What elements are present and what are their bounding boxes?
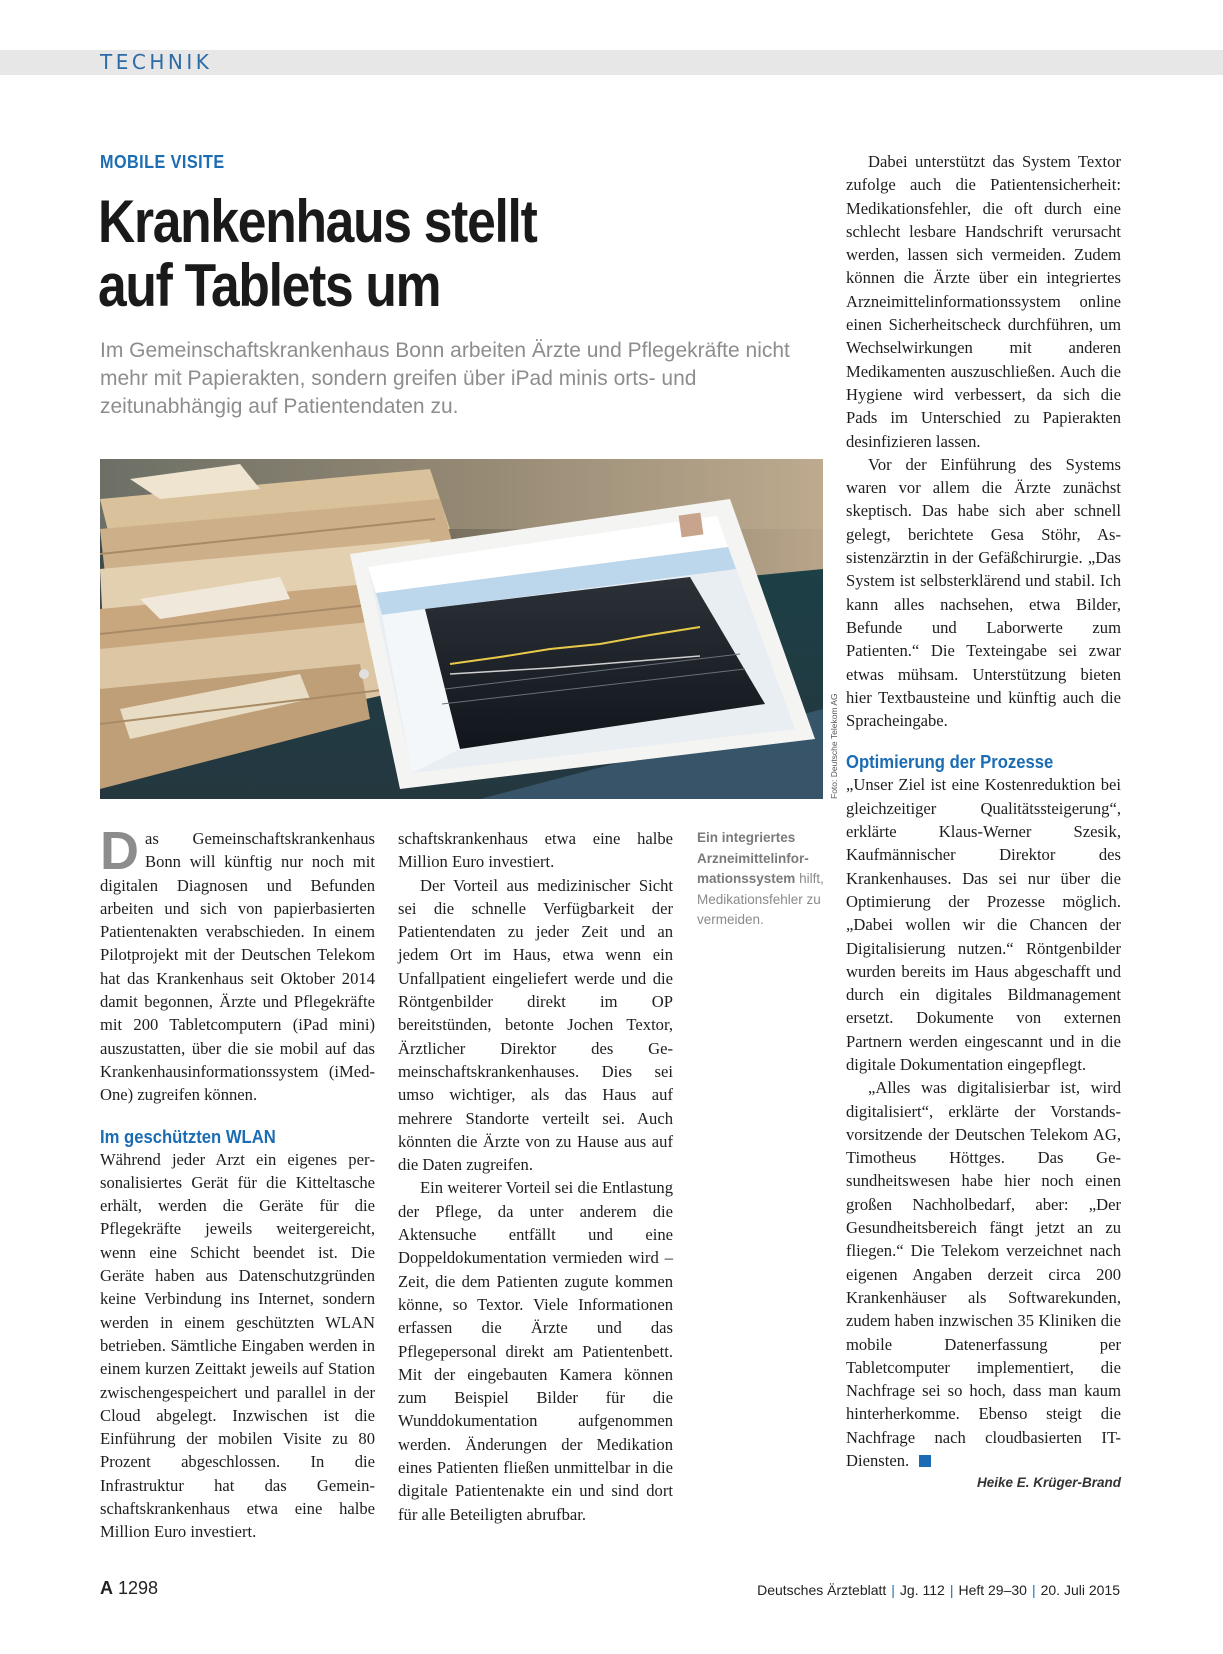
caption-bold: Ein integriertes Arzneimittelinformationssystem bbox=[697, 830, 809, 886]
paragraph-cost-reduction: „Unser Ziel ist eine Kostenreduktion bei gleichzeitiger Qualitätssteigerung“, erklärte Klaus-Werner Szesik, Kaufmännischer Direktor des Krankenhauses. Das sei nur über die Optimierung der Prozesse möglich. „Dabei wollen wir die Chancen der Digitalisierung nutzen.“ Röntgenbilder wurden bereits im Haus abgeschafft und durch ein digitales Bildmanagement ersetzt. Dokumente von externen Partnern werden eingescannt und in die digitale Dokumentation eingepflegt. bbox=[846, 775, 1121, 1074]
page-prefix: A bbox=[100, 1578, 113, 1598]
page-number-value: 1298 bbox=[118, 1578, 159, 1598]
author: Heike E. Krüger-Brand bbox=[976, 1475, 1121, 1491]
paragraph-telekom-text: „Alles was digitalisierbar ist, wird digitalisiert“, erklärte der Vorstandsvorsitzende der Deutschen Telekom AG, Timotheus Höttges. Das Gesundheitswesen habe hier noch einen großen Nachholbedarf, aber: „Der Gesundheitsbereich fängt jetzt an zu fliegen.“ Die Telekom verzeichnet nach eigenen Angaben derzeit circa 200 Krankenhäuser als Softwarekunden, zudem haben inzwischen 35 Kliniken die mobile Datenerfassung per Tabletcomputer implementiert, die Nachfrage sei so hoch, dass man kaum hinterherkomme. Ebenso steigt die Nachfrage nach cloudbasierten IT-Diensten. bbox=[846, 1078, 1121, 1471]
drop-cap: D bbox=[100, 821, 139, 881]
paragraph-investment: schaftskrankenhaus etwa eine halbe Million Euro investiert. bbox=[398, 829, 673, 872]
journal-name: Deutsches Ärzteblatt bbox=[757, 1582, 887, 1598]
paragraph-medical-advantage: Der Vorteil aus medizinischer Sicht sei die schnelle Verfügbarkeit der Patientendaten zu jeder Zeit und an jedem Ort im Haus, etwa wenn ein Unfallpatient eingeliefert werde und die Röntgenbilder direkt im OP bereitstünden, betonte Jochen Textor, Ärztlicher Direktor des Gemeinschaftskrankenhauses. Dies sei umso wichtiger, als das Haus auf mehrere Standorte verteilt sei. Auch könnten die Ärzte von zu Hause aus auf die Daten zugreifen. bbox=[398, 875, 673, 1175]
headline bbox=[98, 190, 700, 318]
end-mark bbox=[919, 1455, 931, 1467]
paragraph-telekom bbox=[846, 1076, 1121, 1472]
paragraph-care-relief: Ein weiterer Vorteil sei die Entlastung der Pflege, da unter anderem die Aktensuche entfällt und eine Doppeldokumentation vermieden wird – Zeit, die dem Patienten zugute kommen könne, so Textor. Viele Informationen erfassen die Ärzte und das Pflegepersonal direkt am Patientenbett. Mit der eingebauten Kamera können zum Beispiel Bilder für die Wunddokumentation aufgenommen werden. Änderungen der Medikation eines Patienten fließen unmittelbar in die digitale Patientenakte ein und sind dort für alle Beteiligten abrufbar. bbox=[398, 1178, 673, 1524]
caption-text: hilft, Medikationsfehler zu vermeiden. bbox=[697, 871, 824, 927]
journal-date: 20. Juli 2015 bbox=[1040, 1582, 1120, 1598]
page-number bbox=[100, 1578, 158, 1599]
tablet-photo-illustration bbox=[100, 459, 823, 799]
journal-issue: Heft 29–30 bbox=[958, 1582, 1027, 1598]
article-column-1 bbox=[100, 821, 375, 1612]
lead-text: Im Gemeinschaftskrankenhaus Bonn arbeiten Ärzte und Pflegekräfte nicht mehr mit Papierakten, sondern greifen über iPad minis orts- und zeitunabhängig auf Patientendaten zu. bbox=[100, 339, 790, 418]
separator: | bbox=[949, 1582, 954, 1598]
journal-volume: Jg. 112 bbox=[899, 1582, 945, 1598]
headline-line-2: auf Tablets um bbox=[98, 252, 441, 319]
article-column-2 bbox=[398, 827, 673, 1526]
kicker: MOBILE VISITE bbox=[100, 152, 225, 172]
journal-info bbox=[757, 1582, 1120, 1598]
paragraph-skepticism: Vor der Einführung des Systems waren vor allem die Ärzte zunächst skeptisch. Das habe sich aber schnell gelegt, berichtete Gesa Stöhr, Assistenzärztin in der Gefäßchirurgie. „Das System ist selbsterklärend und stabil. Ich kann alles nachsehen, etwa Bilder, Befunde und Laborwerte zum Patienten.“ Die Texteingabe sei zwar etwas mühsam. Unterstützung bieten hier Textbausteine und künftig auch die Spracheingabe. bbox=[846, 454, 1121, 731]
paragraph-patient-safety: Dabei unterstützt das System Textor zufolge auch die Patientensicherheit: Medikationsfehler, die oft durch eine schlecht lesbare Handschrift verursacht werden, lassen sich vermeiden. Zudem können die Ärzte über ein integriertes Arzneimittelinformationssystem online einen Sicherheitscheck durchführen, um Wechselwirkungen mit anderen Medikamenten auszuschließen. Auch die Hygiene wird verbessert, da sich die Pads im Unterschied zu Papierakten desinfizieren lassen. bbox=[846, 152, 1121, 451]
photo-credit: Foto: Deutsche Telekom AG bbox=[829, 693, 839, 799]
separator: | bbox=[891, 1582, 895, 1598]
article-column-3 bbox=[846, 150, 1121, 1494]
separator: | bbox=[1031, 1582, 1036, 1598]
subhead-wlan: Im geschützten WLAN bbox=[100, 1125, 276, 1147]
headline-line-1: Krankenhaus stellt bbox=[98, 188, 537, 255]
paragraph-wlan: Während jeder Arzt ein eigenes personalisiertes Gerät für die Kitteltasche erhält, werden die Geräte für die Pflegekräfte jeweils weitergereicht, wenn eine Schicht beendet ist. Die Geräte haben aus Datenschutzgründen keine Verbindung ins Internet, sondern werden in einem geschützten WLAN betrieben. Sämtliche Eingaben werden in einem kurzen Zeittakt jeweils auf Station zwischengespeichert und parallel in der Cloud abgelegt. Inzwischen ist die Einführung der mobilen Visite zu 80 Prozent abgeschlossen. In die Infrastruktur hat das Gemeinschaftskrankenhaus etwa eine halbe Million Euro investiert. bbox=[100, 1149, 375, 1542]
section-label: TECHNIK bbox=[100, 50, 213, 74]
article-photo bbox=[100, 459, 823, 799]
photo-caption bbox=[697, 828, 832, 931]
subhead-processes: Optimierung der Prozesse bbox=[846, 751, 1054, 773]
paragraph-intro: as Gemeinschaftskrankenhaus Bonn will künftig nur noch mit digitalen Diagnosen und Befunden arbeiten und sich von papierbasierten Patientenakten verabschieden. In einem Pilotprojekt mit der Deutschen Telekom hat das Krankenhaus seit Oktober 2014 damit begonnen, Ärzte und Pflegekräfte mit 200 Tabletcomputern (iPad mini) auszustatten, über die sie mobil auf das Krankenhausinformationssystem (iMedOne) zugreifen können. bbox=[100, 829, 375, 1105]
